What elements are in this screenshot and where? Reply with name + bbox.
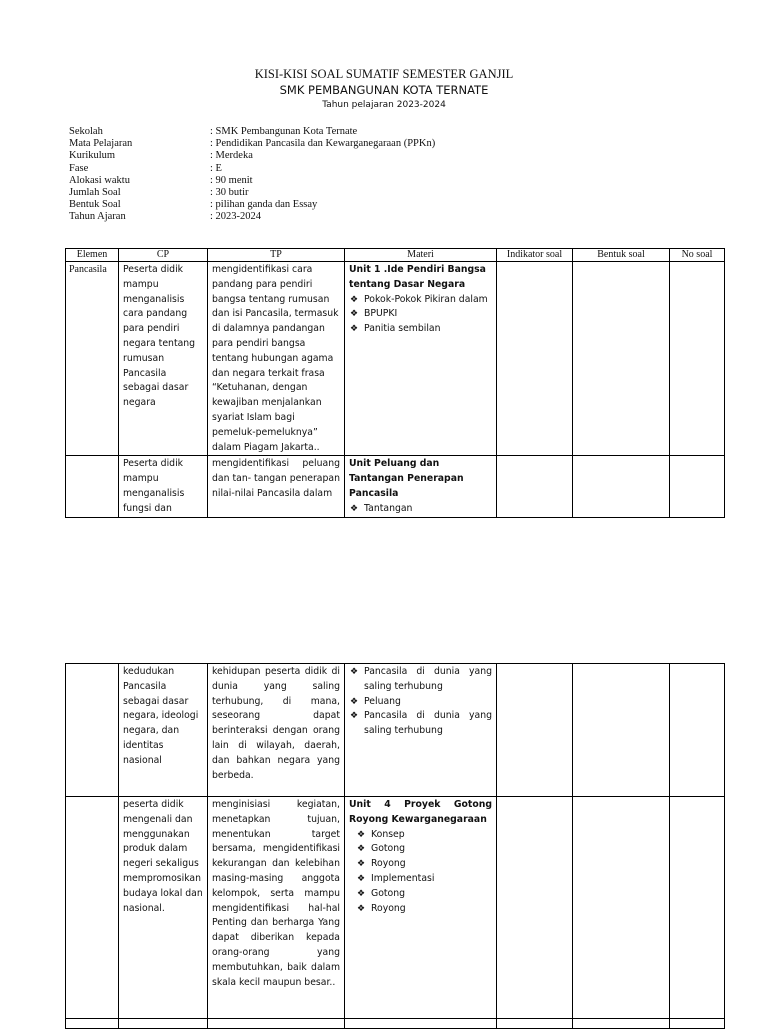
elemen-cell (66, 664, 119, 797)
table-row (66, 456, 725, 517)
info-label: Mata Pelajaran (69, 138, 133, 150)
info-label: Sekolah (69, 126, 103, 137)
tp-cell: kehidupan peserta didik di dunia yang saling terhubung, di mana, seseorang dapat berinteraksi dengan orang lain di wilayah, daerah, dan bahkan negara yang berbeda. (208, 664, 345, 797)
indikator-cell (497, 664, 573, 797)
cp-cell: kedudukan Pancasila sebagai dasar negara, ideologi negara, dan identitas nasional (119, 664, 208, 797)
info-label: Tahun Ajaran (69, 211, 126, 223)
table-row (66, 797, 725, 1019)
materi-title: Unit 4 Proyek Gotong Royong Kewarganegaraan (349, 799, 492, 825)
info-label: Alokasi waktu (69, 174, 130, 186)
list-item: ❖ BPUPKI (349, 307, 492, 322)
materi-cell (345, 664, 497, 797)
info-label: Jumlah Soal (69, 187, 121, 199)
materi-title: Unit Peluang dan Tantangan Penerapan Pancasila (349, 458, 464, 499)
indikator-cell (497, 797, 573, 1019)
materi-list (349, 293, 492, 337)
materi-list (349, 665, 492, 739)
info-row (69, 199, 435, 211)
academic-year: Tahun pelajaran 2023-2024 (322, 100, 446, 110)
info-value: : SMK Pembangunan Kota Ternate (210, 126, 358, 137)
info-value: : Merdeka (210, 150, 253, 162)
no-soal-cell (670, 262, 725, 456)
info-row (69, 175, 435, 187)
info-row (69, 138, 435, 150)
info-value: : pilihan ganda dan Essay (210, 199, 318, 211)
indikator-cell (497, 262, 573, 456)
cp-cell: peserta didik mengenali dan menggunakan produk dalam negeri sekaligus mempromosikan budaya lokal dan nasional. (119, 797, 208, 1019)
list-item: ❖ Pokok-Pokok Pikiran dalam (349, 293, 492, 308)
materi-cell (345, 456, 497, 517)
no-soal-cell (670, 456, 725, 517)
materi-cell (345, 797, 497, 1019)
elemen-cell (66, 456, 119, 517)
column-header: Materi (345, 249, 497, 262)
column-header: CP (119, 249, 208, 262)
elemen-cell: Pancasila (66, 262, 119, 456)
materi-list (349, 828, 492, 917)
table-row (66, 262, 725, 456)
document-header (0, 67, 768, 112)
bentuk-cell (573, 262, 670, 456)
column-header: TP (208, 249, 345, 262)
school-name: SMK PEMBANGUNAN KOTA TERNATE (279, 83, 489, 97)
list-item: ❖ Gotong (349, 887, 492, 902)
list-item: ❖ Peluang (349, 695, 492, 710)
list-item: ❖ Panitia sembilan (349, 322, 492, 337)
cp-cell: Peserta didik mampu menganalisis cara pandang para pendiri negara tentang rumusan Pancasila sebagai dasar negara (119, 262, 208, 456)
list-item: ❖ Konsep (349, 828, 492, 843)
bentuk-cell (573, 664, 670, 797)
info-value: : 2023-2024 (210, 211, 262, 223)
tp-cell: menginisiasi kegiatan, menetapkan tujuan, menentukan target bersama, mengidentifikasi kekurangan dan kelebihan masing-masing anggota kelompok, serta mampu mengidentifikasi hal-hal Penting dan berharga Yang dapat diberikan kepada orang-orang yang membutuhkan, baik dalam skala kecil maupun besar.. (208, 797, 345, 1019)
list-item: ❖ Gotong (349, 842, 492, 857)
info-label: Fase (69, 162, 89, 174)
list-item: ❖ Implementasi (349, 872, 492, 887)
materi-title: Unit 1 .Ide Pendiri Bangsa tentang Dasar Negara (349, 264, 486, 290)
list-item: ❖ Royong (349, 902, 492, 917)
document-title: KISI-KISI SOAL SUMATIF SEMESTER GANJIL (254, 67, 514, 81)
list-item: ❖ Pancasila di dunia yang saling terhubung (349, 665, 492, 695)
bentuk-cell (573, 797, 670, 1019)
table-header-row (66, 249, 725, 262)
kisi-kisi-table-page1 (65, 248, 725, 518)
list-item: ❖ Tantangan (349, 502, 492, 517)
info-value: : 90 menit (210, 174, 253, 186)
info-row (69, 211, 435, 223)
no-soal-cell (670, 797, 725, 1019)
column-header: Elemen (66, 249, 119, 262)
kisi-kisi-table-page2 (65, 663, 725, 1029)
bentuk-cell (573, 456, 670, 517)
info-row (69, 187, 435, 199)
info-row (69, 163, 435, 175)
info-row (69, 126, 435, 138)
info-label: Bentuk Soal (69, 199, 121, 211)
info-value: : 30 butir (210, 187, 249, 199)
no-soal-cell (670, 664, 725, 797)
materi-cell (345, 262, 497, 456)
info-label: Kurikulum (69, 150, 116, 162)
column-header: Indikator soal (497, 249, 573, 262)
list-item: ❖ Pancasila di dunia yang saling terhubung (349, 709, 492, 739)
indikator-cell (497, 456, 573, 517)
column-header: No soal (670, 249, 725, 262)
identity-block (69, 126, 435, 224)
info-value: : Pendidikan Pancasila dan Kewarganegaraan (PPKn) (210, 138, 436, 150)
column-header: Bentuk soal (573, 249, 670, 262)
tp-cell: mengidentifikasi cara pandang para pendiri bangsa tentang rumusan dan isi Pancasila, termasuk di dalamnya pandangan para pendiri bangsa tentang hubungan agama dan negara terkait frasa “Ketuhanan, dengan kewajiban menjalankan syariat Islam bagi pemeluk-pemeluknya” dalam Piagam Jakarta.. (208, 262, 345, 456)
info-value: : E (210, 162, 222, 174)
elemen-cell (66, 797, 119, 1019)
tp-cell: mengidentifikasi peluang dan tan- tangan penerapan nilai-nilai Pancasila dalam (208, 456, 345, 517)
materi-list (349, 502, 492, 517)
table-row (66, 664, 725, 797)
cp-cell: Peserta didik mampu menganalisis fungsi dan (119, 456, 208, 517)
info-row (69, 150, 435, 162)
list-item: ❖ Royong (349, 857, 492, 872)
